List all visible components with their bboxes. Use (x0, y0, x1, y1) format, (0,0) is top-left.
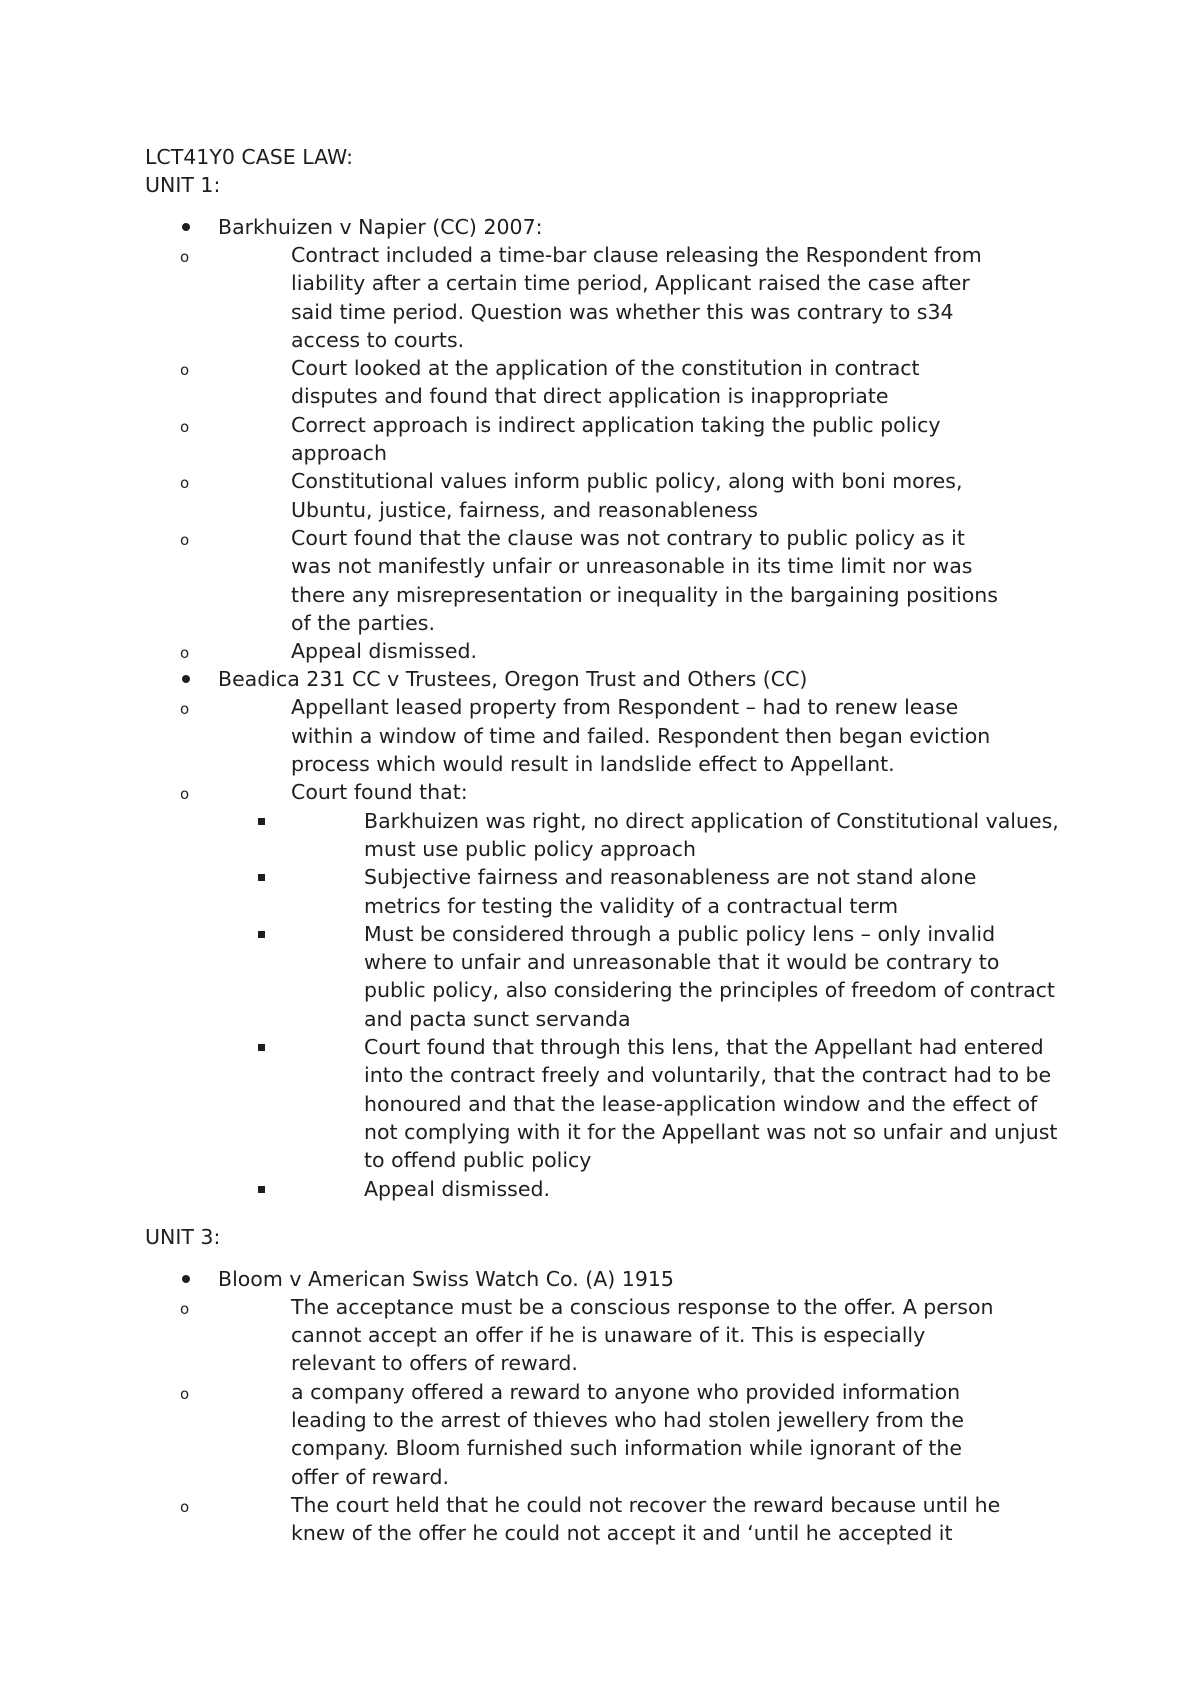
square-bullet-icon (258, 1044, 265, 1051)
point-item (180, 411, 1075, 468)
case-list (145, 1265, 1075, 1548)
subpoint-item (291, 1175, 1075, 1203)
square-bullet-icon (258, 931, 265, 938)
bullet-disc-icon (182, 1275, 190, 1283)
point-item (180, 524, 1075, 637)
case-title: Beadica 231 CC v Trustees, Oregon Trust and Others (CC) (218, 667, 808, 692)
point-text: Correct approach is indirect application taking the public policy approach (291, 412, 941, 466)
subpoint-text: Appeal dismissed. (364, 1176, 550, 1201)
point-text: a company offered a reward to anyone who provided information leading to the arrest of thieves who had stolen jewellery from the company. Bloom furnished such information while ignorant of the offer of reward. (291, 1379, 964, 1489)
subpoint-text: Court found that through this lens, that the Appellant had entered into the contract freely and voluntarily, that the contract had to be honoured and that the lease-application window and the effect of not complying with it for the Appellant was not so unfair and unjust to offend public policy (364, 1035, 1058, 1173)
square-bullet-icon (258, 1186, 265, 1193)
unit-heading: UNIT 1: (145, 173, 221, 197)
point-list (180, 693, 1075, 1202)
case-list (145, 213, 1075, 1203)
case-item (145, 213, 1075, 665)
point-text: Court looked at the application of the constitution in contract disputes and found that direct application is inappropriate (291, 356, 920, 409)
bullet-disc-icon (182, 675, 190, 683)
subpoint-text: Barkhuizen was right, no direct application of Constitutional values, must use public policy approach (364, 808, 1059, 861)
square-bullet-icon (258, 818, 265, 825)
subpoint-item (291, 863, 1075, 920)
point-item (180, 1378, 1075, 1491)
point-item (180, 637, 1075, 665)
circle-bullet-icon: o (180, 785, 190, 804)
square-bullet-icon (258, 874, 265, 881)
point-text: Court found that: (291, 780, 468, 805)
point-item (180, 354, 1075, 411)
circle-bullet-icon: o (180, 474, 190, 493)
point-item (180, 693, 1075, 778)
point-item (180, 241, 1075, 354)
circle-bullet-icon: o (180, 248, 190, 266)
circle-bullet-icon: o (180, 700, 190, 719)
point-list (180, 241, 1075, 665)
point-text: Appellant leased property from Respondent – had to renew lease within a window of time and failed. Respondent then began eviction process which would result in landslide effect to Appellant. (291, 695, 991, 777)
document-title: LCT41Y0 CASE LAW: (145, 145, 354, 169)
circle-bullet-icon: o (180, 1384, 190, 1403)
bullet-disc-icon (182, 223, 190, 231)
point-text: The acceptance must be a conscious response to the offer. A person cannot accept an offer if he is unaware of it. This is especially relevant to offers of reward. (291, 1294, 994, 1376)
circle-bullet-icon: o (180, 1497, 190, 1516)
circle-bullet-icon: o (180, 1299, 190, 1318)
subpoint-list (291, 807, 1075, 1203)
subpoint-text: Must be considered through a public policy lens – only invalid where to unfair and unreasonable that it would be contrary to public policy, also considering the principles of freedom of contract and pacta sunct servanda (364, 921, 1055, 1031)
subpoint-item (291, 920, 1075, 1033)
subpoint-item (291, 807, 1075, 864)
point-item (180, 1491, 1075, 1548)
document-content (145, 143, 1075, 1547)
point-text: Contract included a time-bar clause releasing the Respondent from liability after a certain time period, Applicant raised the case after said time period. Question was whether this was contrary to s34 access to courts. (291, 243, 982, 352)
point-item (180, 778, 1075, 1202)
point-text: Appeal dismissed. (291, 639, 477, 664)
case-title: Barkhuizen v Napier (CC) 2007: (218, 215, 543, 239)
circle-bullet-icon: o (180, 417, 190, 436)
circle-bullet-icon: o (180, 361, 190, 380)
unit-heading: UNIT 3: (145, 1224, 221, 1249)
case-item (145, 665, 1075, 1202)
point-list (180, 1293, 1075, 1548)
circle-bullet-icon: o (180, 530, 190, 549)
subpoint-text: Subjective fairness and reasonableness are not stand alone metrics for testing the validity of a contractual term (364, 865, 977, 918)
point-text: Constitutional values inform public policy, along with boni mores, Ubuntu, justice, fairness, and reasonableness (291, 469, 963, 522)
circle-bullet-icon: o (180, 644, 190, 663)
point-item (180, 1293, 1075, 1378)
point-text: The court held that he could not recover the reward because until he knew of the offer he could not accept it and ‘until he accepted it (291, 1492, 1001, 1546)
point-item (180, 467, 1075, 524)
case-item (145, 1265, 1075, 1548)
subpoint-item (291, 1033, 1075, 1174)
point-text: Court found that the clause was not contrary to public policy as it was not manifestly unfair or unreasonable in its time limit nor was there any misrepresentation or inequality in the bargaining positions of the parties. (291, 525, 998, 635)
case-title: Bloom v American Swiss Watch Co. (A) 1915 (218, 1266, 674, 1291)
